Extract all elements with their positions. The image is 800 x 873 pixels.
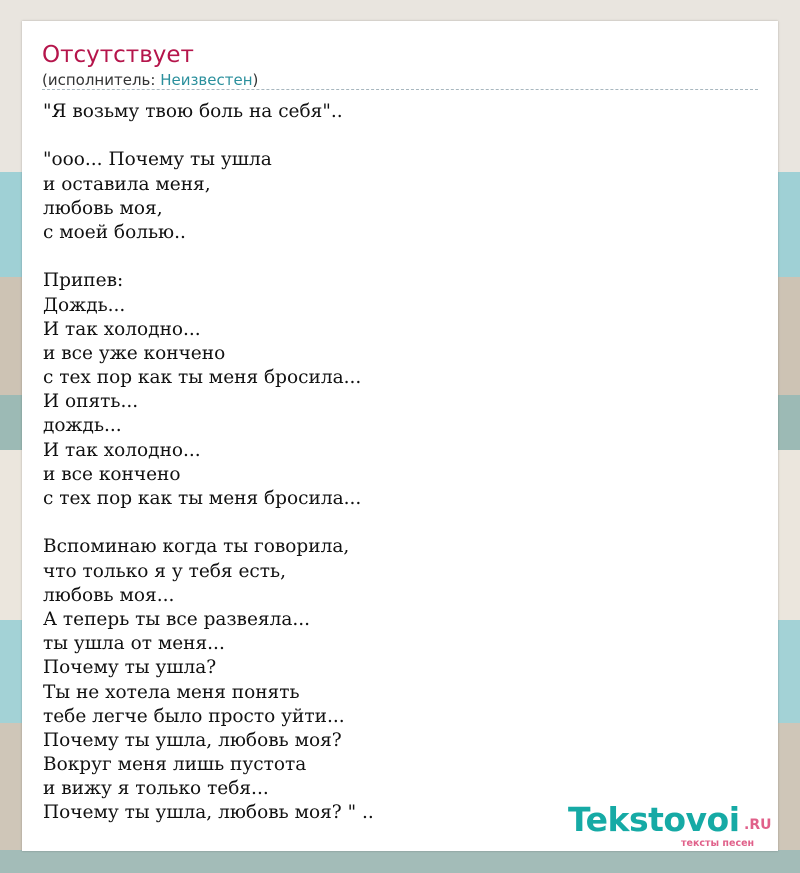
logo-tagline: тексты песен	[681, 838, 755, 849]
lyric-line: "ооо... Почему ты ушла	[43, 149, 272, 171]
lyric-line: и все уже кончено	[43, 342, 226, 364]
lyrics-text	[43, 100, 758, 826]
lyric-line: любовь моя...	[43, 584, 175, 606]
lyric-line: Дождь...	[43, 294, 126, 316]
lyric-line: что только я у тебя есть,	[43, 560, 286, 582]
lyric-line: с тех пор как ты меня бросила...	[43, 367, 362, 389]
lyric-line: ты ушла от меня...	[43, 633, 225, 655]
lyric-line: Почему ты ушла, любовь моя? " ..	[43, 802, 374, 824]
lyric-line: и все кончено	[43, 463, 181, 485]
site-logo[interactable]	[568, 801, 778, 853]
lyric-line: "Я возьму твою боль на себя"..	[43, 101, 343, 122]
lyric-line: Вспоминаю когда ты говорила,	[43, 536, 350, 558]
logo-domain: .RU	[744, 817, 772, 833]
artist-prefix: (исполнитель:	[42, 71, 161, 89]
dashed-divider	[42, 89, 758, 90]
lyric-line: Почему ты ушла, любовь моя?	[43, 729, 342, 751]
artist-suffix: )	[252, 71, 259, 89]
lyric-line: Вокруг меня лишь пустота	[43, 754, 307, 776]
lyric-line	[43, 124, 758, 148]
lyric-line: с моей болью..	[43, 221, 186, 243]
artist-line	[42, 70, 258, 90]
lyrics-card	[22, 21, 778, 851]
lyric-line: И так холодно...	[43, 318, 201, 340]
background-stripe	[0, 850, 800, 873]
artist-link[interactable]: Неизвестен	[160, 71, 253, 89]
lyric-line	[43, 511, 758, 535]
lyric-line: А теперь ты все развеяла...	[43, 608, 311, 630]
lyric-line	[43, 245, 758, 269]
lyric-line: И так холодно...	[43, 439, 201, 461]
lyric-line: с тех пор как ты меня бросила...	[43, 488, 362, 509]
lyric-line: и оставила меня,	[43, 173, 211, 195]
lyric-line: дождь...	[43, 415, 122, 437]
logo-wordmark: Tekstovoi	[568, 800, 740, 839]
lyric-line: Припев:	[43, 270, 124, 292]
lyric-line: тебе легче было просто уйти...	[43, 705, 345, 727]
lyric-line: и вижу я только тебя...	[43, 778, 269, 800]
lyric-line: любовь моя,	[43, 197, 163, 219]
lyric-line: И опять...	[43, 391, 139, 413]
lyric-line: Почему ты ушла?	[43, 657, 217, 679]
lyric-line: Ты не хотела меня понять	[43, 681, 300, 703]
song-title: Отсутствует	[42, 42, 194, 68]
